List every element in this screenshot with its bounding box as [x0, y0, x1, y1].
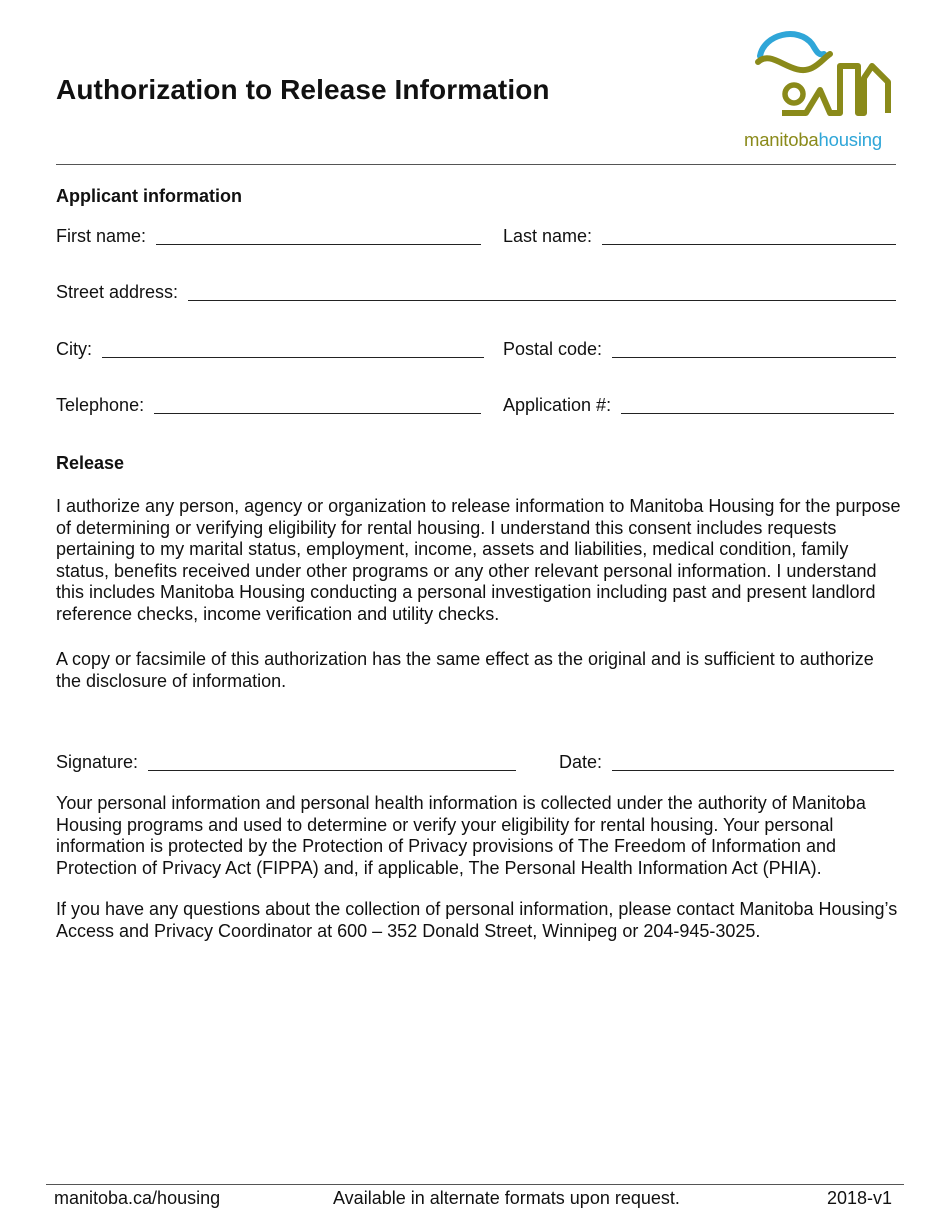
- street-address-line[interactable]: [188, 286, 896, 301]
- footer-divider: [46, 1184, 904, 1185]
- first-name-field[interactable]: [56, 226, 481, 247]
- logo-wordmark: [744, 129, 882, 151]
- first-name-line[interactable]: [156, 230, 481, 245]
- application-number-field[interactable]: [503, 395, 894, 416]
- release-paragraph-2: A copy or facsimile of this authorization has the same effect as the original and is sufficient to authorize the disclosure of information.: [56, 649, 874, 691]
- telephone-line[interactable]: [154, 399, 481, 414]
- logo-word-housing: housing: [818, 129, 882, 150]
- postal-code-field[interactable]: [503, 339, 896, 360]
- street-address-field[interactable]: [56, 282, 896, 303]
- last-name-field[interactable]: [503, 226, 896, 247]
- privacy-notice-paragraph-1: Your personal information and personal health information is collected under the authority of Manitoba Housing programs and used to determine or verify your eligibility for rental housing. Your personal information is protected by the Protection of Privacy provisions of The Freedom of Information and Protection of Privacy Act (FIPPA) and, if applicable, The Personal Health Information Act (PHIA).: [56, 793, 866, 878]
- date-field[interactable]: [559, 752, 894, 773]
- privacy-notice-paragraph-2: If you have any questions about the collection of personal information, please contact Manitoba Housing’s Access and Privacy Coordinator at 600 – 352 Donald Street, Winnipeg or 204-945-3025.: [56, 899, 898, 941]
- footer-website: manitoba.ca/housing: [54, 1188, 221, 1208]
- release-paragraph-1: I authorize any person, agency or organization to release information to Manitoba Housing for the purpose of determining or verifying eligibility for rental housing. I understand this consent includes requests pertaining to my marital status, employment, income, assets and liabilities, medical condition, family status, benefits received under other programs or any other relevant personal information. I understand this includes Manitoba Housing conducting a personal investigation including past and present landlord reference checks, income verification and utility checks.: [56, 496, 901, 624]
- first-name-label: First name:: [56, 226, 147, 246]
- logo-word-manitoba: manitoba: [744, 129, 819, 150]
- signature-field[interactable]: [56, 752, 516, 773]
- signature-line[interactable]: [148, 756, 516, 771]
- application-number-line[interactable]: [621, 399, 894, 414]
- date-line[interactable]: [612, 756, 894, 771]
- header-divider: [56, 164, 896, 165]
- date-label: Date:: [559, 752, 603, 772]
- city-field[interactable]: [56, 339, 484, 360]
- last-name-label: Last name:: [503, 226, 593, 246]
- city-label: City:: [56, 339, 92, 359]
- postal-code-label: Postal code:: [503, 339, 603, 359]
- applicant-heading: Applicant information: [56, 186, 242, 206]
- release-heading: Release: [56, 453, 125, 473]
- signature-label: Signature:: [56, 752, 139, 772]
- manitoba-housing-logo: [742, 28, 898, 154]
- street-address-label: Street address:: [56, 282, 179, 302]
- page-title: Authorization to Release Information: [56, 74, 550, 105]
- telephone-field[interactable]: [56, 395, 481, 416]
- postal-code-line[interactable]: [612, 343, 896, 358]
- telephone-label: Telephone:: [56, 395, 145, 415]
- footer-version: 2018-v1: [827, 1188, 893, 1208]
- logo-icon: [742, 28, 898, 128]
- application-number-label: Application #:: [503, 395, 612, 415]
- last-name-line[interactable]: [602, 230, 896, 245]
- city-line[interactable]: [102, 343, 484, 358]
- footer-formats-note: Available in alternate formats upon request.: [333, 1188, 680, 1208]
